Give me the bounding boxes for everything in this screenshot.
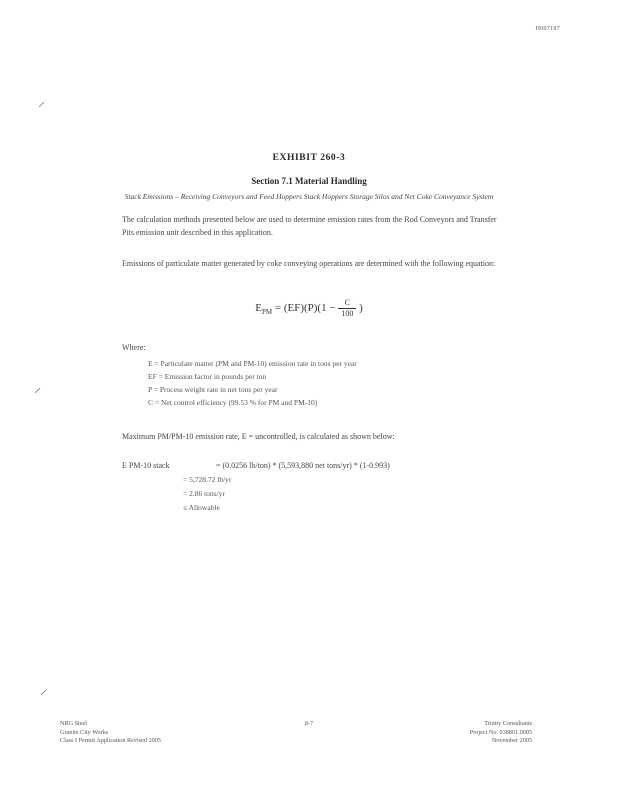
equation-close: ) <box>359 302 363 315</box>
calculation-result: = 2.86 tons/yr <box>183 489 225 498</box>
method-paragraph: Emissions of particulate matter generated by coke conveying operations are determined with the following equation: <box>122 259 496 268</box>
calculation-label: E PM-10 stack <box>122 461 170 470</box>
definition-item: E = Particulate matter (PM and PM-10) emission rate in tons per year <box>148 359 357 368</box>
equation-lhs: E <box>255 302 262 315</box>
punch-mark: ⸝ <box>34 381 41 396</box>
footer-left-line: NRG Steel <box>60 720 87 727</box>
where-label: Where: <box>122 343 146 352</box>
document-id: H007197 <box>535 26 560 32</box>
punch-mark: ⸝ <box>40 683 47 698</box>
section-subtitle: Stack Emissions – Receiving Conveyors and Feed Hoppers Stack Hoppers Storage Silos and Net Coke Conveyance System <box>124 192 494 201</box>
footer-right-line: November 2005 <box>491 737 532 744</box>
footer-right-line: Project No. 038801.0005 <box>469 728 532 736</box>
definitions-list <box>148 357 357 409</box>
equation-lhs-sub: PM <box>262 308 273 317</box>
section-heading: Section 7.1 Material Handling <box>251 176 367 186</box>
definition-item: P = Process weight rate in net tons per year <box>148 385 278 394</box>
punch-mark: ⸝ <box>38 95 45 110</box>
footer-right <box>470 720 532 746</box>
fraction-denominator: 100 <box>341 309 354 318</box>
exhibit-title: EXHIBIT 260-3 <box>272 153 346 163</box>
definition-item: C = Net control efficiency (99.53 % for PM and PM-10) <box>148 398 318 407</box>
footer-left-line: Granite City Works <box>60 728 109 736</box>
page-number: 8-7 <box>304 720 314 727</box>
footer-right-line: Trinity Consultants <box>484 720 532 727</box>
footer-left-line: Class I Permit Application Revised 2005 <box>60 737 161 744</box>
equation-rhs: = (EF)(P)(1 − <box>274 302 336 315</box>
definition-item: EF = Emission factor in pounds per ton <box>148 372 267 381</box>
equation-fraction <box>338 298 356 319</box>
intro-paragraph: The calculation methods presented below are used to determine emission rates from the Rod Conveyors and Transfer Pits emission unit described in this application. <box>122 215 497 237</box>
calculation-line <box>122 461 390 470</box>
emission-equation <box>0 298 618 319</box>
fraction-numerator: C <box>338 298 356 309</box>
calculation-result: = 5,728.72 lb/yr <box>183 475 232 484</box>
max-rate-paragraph: Maximum PM/PM-10 emission rate, E = uncontrolled, is calculated as shown below: <box>122 432 395 441</box>
calculation-expression: = (0.0256 lb/ton) * (5,593,880 net tons/yr) * (1-0.993) <box>216 461 390 470</box>
calculation-result: ≤ Allowable <box>183 503 220 512</box>
